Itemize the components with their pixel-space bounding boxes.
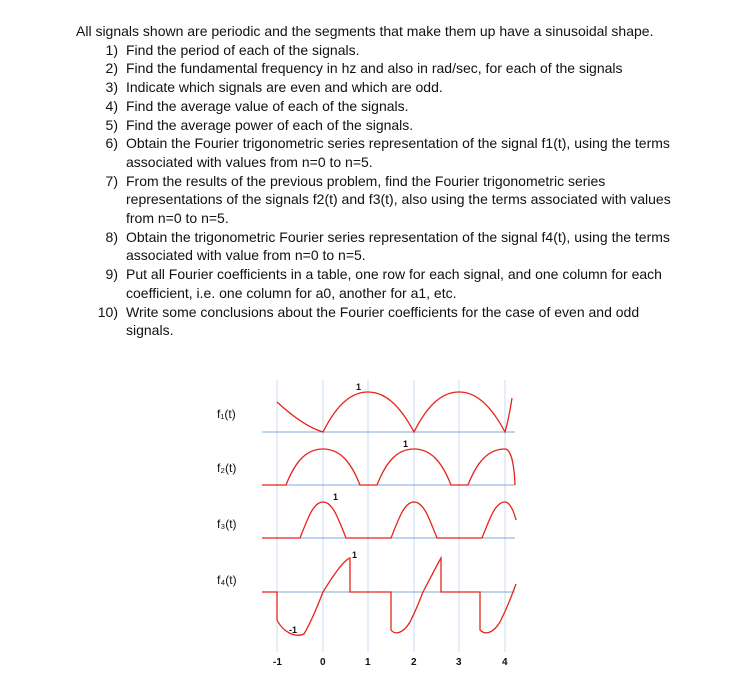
question-text: Find the period of each of the signals. [126,41,360,58]
question-text: Find the average value of each of the signals. [126,97,409,114]
question-number: 2) [105,60,118,77]
x-tick-label: 0 [320,657,326,668]
question-text: Obtain the trigonometric Fourier series representation of the signal f4(t), using the terms associated with value from n=0 to n=5. [126,228,670,264]
question-number: 10) [97,303,118,320]
amp-label-f4-neg: -1 [289,625,298,635]
question-text: Obtain the Fourier trigonometric series representation of the signal f1(t), using the terms associated with values from n=0 to n=5. [126,135,670,170]
question-number: 7) [105,172,118,189]
question-number: 3) [105,79,118,96]
x-tick-label: 2 [411,657,417,668]
question-number: 4) [105,97,118,114]
question-text: From the results of the previous problem, find the Fourier trigonometric series representations of the signals f2(t) and f3(t), also using the terms associated with values from n=0 to n=5. [126,172,671,227]
amp-label-f2: 1 [403,439,409,449]
question-number: 9) [105,266,118,283]
question-text: Indicate which signals are even and which are odd. [126,79,443,96]
amp-label-f4: 1 [352,550,358,560]
question-text: Find the fundamental frequency in hz and also in rad/sec, for each of the signals [126,60,623,77]
question-text: Put all Fourier coefficients in a table, one row for each signal, and one column for each coefficient, i.e. one column for a0, another for a1, etc. [126,266,662,301]
intro-text: All signals shown are periodic and the segments that make them up have a sinusoidal shape. [76,23,654,39]
label-f2: f₂(t) [217,461,237,475]
x-tick-label: -1 [273,657,282,668]
signal-f2-trace [262,449,515,485]
question-text: Find the average power of each of the signals. [126,116,414,133]
x-tick-label: 1 [365,657,371,668]
question-number: 8) [105,228,118,245]
signal-f3-trace [262,502,516,538]
signal-f4-trace [262,558,516,635]
signal-f1-trace [277,392,512,432]
question-text: Write some conclusions about the Fourier coefficients for the case of even and odd signals. [126,303,640,339]
amp-label-f3: 1 [333,492,339,502]
amp-label-f1: 1 [356,382,362,392]
label-f3: f₃(t) [217,517,237,531]
baselines [262,432,515,592]
x-tick-label: 3 [456,657,462,668]
x-tick-label: 4 [502,657,508,668]
question-number: 1) [105,41,118,58]
question-number: 6) [105,135,118,152]
label-f4: f₄(t) [217,573,237,587]
question-number: 5) [105,116,118,133]
label-f1: f₁(t) [217,407,236,421]
